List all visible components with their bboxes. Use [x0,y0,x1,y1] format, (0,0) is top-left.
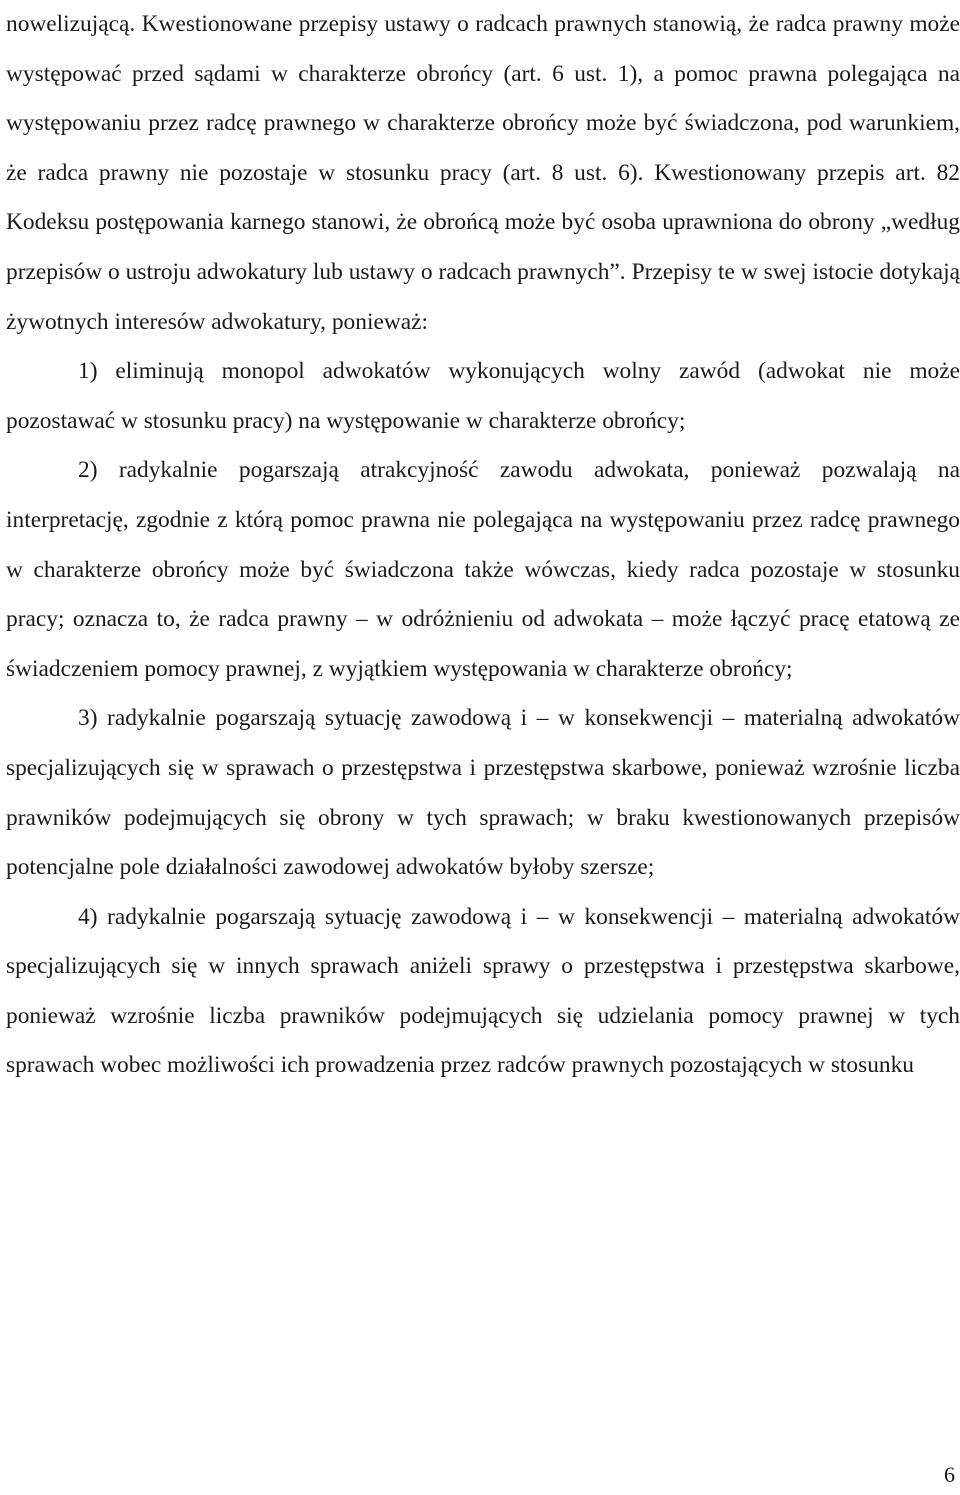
page-number: 6 [944,1462,955,1487]
intro-paragraph: nowelizującą. Kwestionowane przepisy ustawy o radcach prawnych stanowią, że radca prawny może występować przed sądami w charakterze obrońcy (art. 6 ust. 1), a pomoc prawna polegająca na występowaniu przez radcę prawnego w charakterze obrońcy może być świadczona, pod warunkiem, że radca prawny nie pozostaje w stosunku pracy (art. 8 ust. 6). Kwestionowany przepis art. 82 Kodeksu postępowania karnego stanowi, że obrońcą może być osoba uprawniona do obrony „według przepisów o ustroju adwokatury lub ustawy o radcach prawnych”. Przepisy te w swej istocie dotykają żywotnych interesów adwokatury, ponieważ: [6,11,960,335]
list-item-3: 3) radykalnie pogarszają sytuację zawodową i – w konsekwencji – materialną adwokatów specjalizujących się w sprawach o przestępstwa i przestępstwa skarbowe, ponieważ wzrośnie liczba prawników podejmujących się obrony w tych sprawach; w braku kwestionowanych przepisów potencjalne pole działalności zawodowej adwokatów byłoby szersze; [6,705,960,881]
list-item-2: 2) radykalnie pogarszają atrakcyjność zawodu adwokata, ponieważ pozwalają na interpretację, zgodnie z którą pomoc prawna nie polegająca na występowaniu przez radcę prawnego w charakterze obrońcy może być świadczona także wówczas, kiedy radca pozostaje w stosunku pracy; oznacza to, że radca prawny – w odróżnieniu od adwokata – może łączyć pracę etatową ze świadczeniem pomocy prawnej, z wyjątkiem występowania w charakterze obrońcy; [6,457,960,682]
document-page [6,0,960,1091]
list-item-1: 1) eliminują monopol adwokatów wykonujących wolny zawód (adwokat nie może pozostawać w stosunku pracy) na występowanie w charakterze obrońcy; [6,358,960,434]
list-item-4: 4) radykalnie pogarszają sytuację zawodową i – w konsekwencji – materialną adwokatów specjalizujących się w innych sprawach aniżeli sprawy o przestępstwa i przestępstwa skarbowe, ponieważ wzrośnie liczba prawników podejmujących się udzielania pomocy prawnej w tych sprawach wobec możliwości ich prowadzenia przez radców prawnych pozostających w stosunku [6,903,960,1079]
